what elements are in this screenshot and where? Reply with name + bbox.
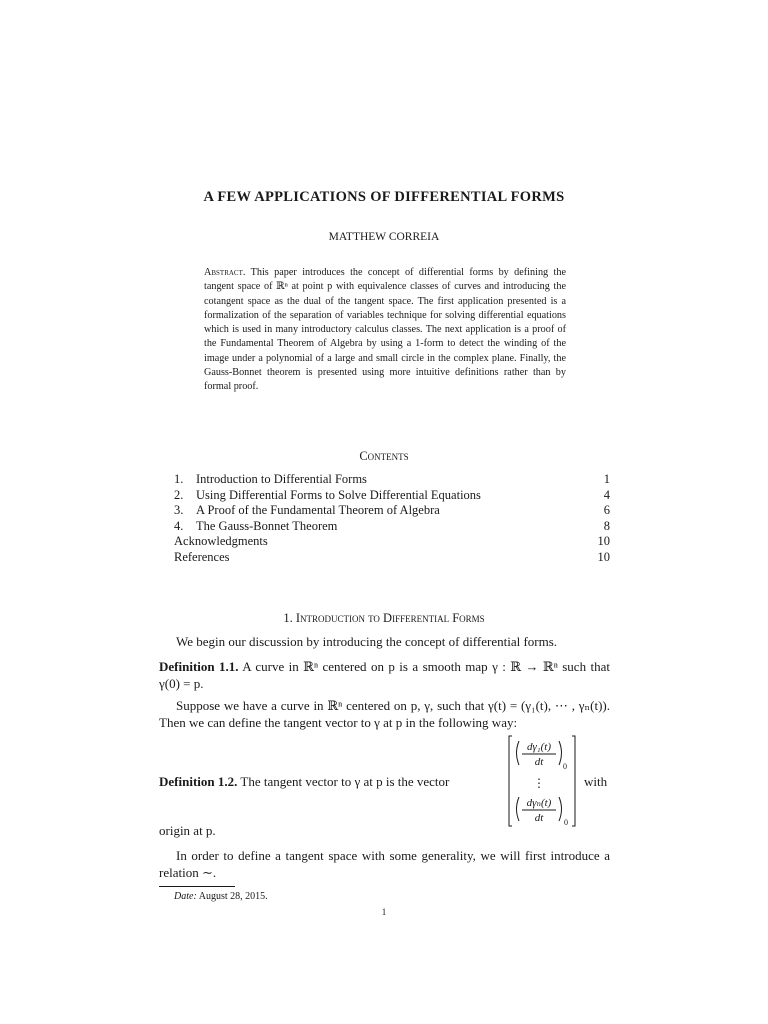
toc-title: Using Differential Forms to Solve Differential Equations xyxy=(196,487,481,502)
table-of-contents xyxy=(174,472,610,566)
definition-continuation: origin at p. xyxy=(159,823,216,838)
tangent-vector-matrix xyxy=(508,735,576,827)
intro-paragraph: We begin our discussion by introducing the concept of differential forms. xyxy=(176,634,558,649)
definition-1-1 xyxy=(159,658,610,692)
definition-label: Definition 1.2. xyxy=(159,774,238,789)
paper-title: A FEW APPLICATIONS OF DIFFERENTIAL FORMS xyxy=(203,189,565,205)
toc-item[interactable] xyxy=(174,488,610,504)
toc-number: 2. xyxy=(174,487,184,502)
right-bracket xyxy=(572,736,575,826)
bottom-subscript: 0 xyxy=(564,818,568,827)
top-numerator: dγ₁(t) xyxy=(526,741,552,753)
left-bracket xyxy=(509,736,512,826)
matrix-trailing-word: with xyxy=(584,774,608,789)
toc-item[interactable] xyxy=(174,519,610,535)
bottom-denominator: dt xyxy=(534,812,544,824)
definition-text: A curve in ℝⁿ centered on p is a smooth map γ : ℝ → ℝⁿ such that γ(0) = p. xyxy=(159,659,610,691)
toc-page: 1 xyxy=(603,472,610,486)
section-heading: 1. Introduction to Differential Forms xyxy=(283,611,485,625)
toc-number: 3. xyxy=(174,503,184,518)
vertical-dots: ⋮ xyxy=(533,776,545,790)
abstract-label: Abstract. xyxy=(204,267,246,278)
toc-title: The Gauss-Bonnet Theorem xyxy=(196,518,338,533)
bottom-numerator: dγₙ(t) xyxy=(526,797,552,809)
footnote-text: August 28, 2015. xyxy=(198,891,268,902)
abstract xyxy=(204,266,566,395)
toc-title: References xyxy=(174,549,230,564)
definition-label: Definition 1.1. xyxy=(159,659,239,674)
footnote-rule xyxy=(159,886,235,887)
toc-item[interactable] xyxy=(174,503,610,519)
left-paren-top xyxy=(517,741,520,765)
right-paren-top xyxy=(559,741,562,765)
toc-page: 10 xyxy=(597,549,610,564)
toc-page: 8 xyxy=(603,518,610,533)
definition-1-2 xyxy=(159,773,499,790)
toc-page: 10 xyxy=(597,534,610,549)
definition-text: The tangent vector to γ at p is the vector xyxy=(240,774,450,789)
toc-title: A Proof of the Fundamental Theorem of Algebra xyxy=(196,503,440,518)
toc-title: Acknowledgments xyxy=(174,534,268,549)
footnote xyxy=(174,891,268,902)
page-number: 1 xyxy=(381,907,387,917)
toc-number: 4. xyxy=(174,518,184,533)
toc-page: 4 xyxy=(603,487,610,502)
toc-number: 1. xyxy=(174,472,184,486)
toc-title: Introduction to Differential Forms xyxy=(196,472,367,486)
footnote-label: Date: xyxy=(174,891,197,902)
toc-item[interactable] xyxy=(174,472,610,488)
toc-item[interactable] xyxy=(174,534,610,550)
paragraph-relation: In order to define a tangent space with some generality, we will first introduce a relation ∼. xyxy=(159,848,610,880)
author-name: MATTHEW CORREIA xyxy=(328,231,440,243)
toc-page: 6 xyxy=(603,503,610,518)
toc-item[interactable] xyxy=(174,550,610,566)
top-subscript: 0 xyxy=(563,762,567,771)
contents-heading: Contents xyxy=(359,449,409,463)
left-paren-bottom xyxy=(517,797,520,821)
paragraph-curve: Suppose we have a curve in ℝⁿ centered on p, γ, such that γ(t) = (γ₁(t), ⋯ , γₙ(t)). Then we can define the tangent vector to γ at p in the following way: xyxy=(159,698,610,730)
abstract-text: This paper introduces the concept of differential forms by defining the tangent space of ℝⁿ at point p with equivalence classes of curves and introducing the cotangent space as the dual of the tangent space. The first application presented is a formalization of the separation of variables technique for solving differential equations which is used in many introductory calculus classes. The next application is a proof of the Fundamental Theorem of Algebra by using a 1-form to detect the winding of the image under a polynomial of a large and small circle in the complex plane. Finally, the Gauss-Bonnet theorem is presented using more intuitive definitions rather than by formal proof. xyxy=(204,267,566,393)
right-paren-bottom xyxy=(559,797,562,821)
top-denominator: dt xyxy=(534,756,544,768)
